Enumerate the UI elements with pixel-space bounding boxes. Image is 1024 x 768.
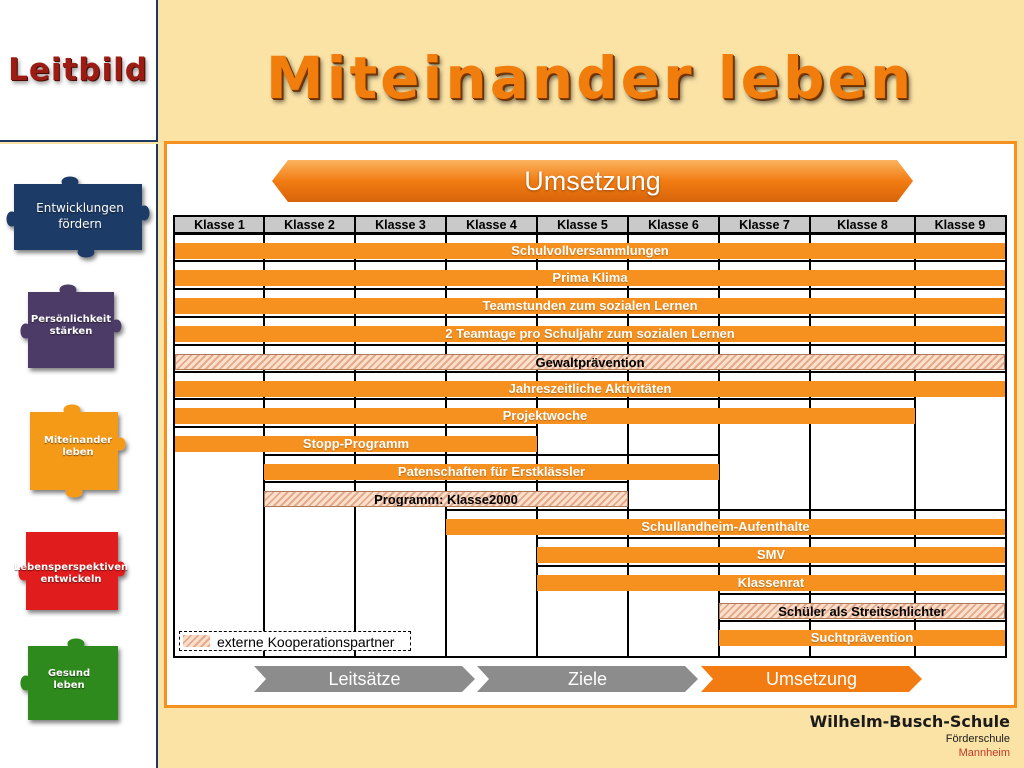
column-header: Klasse 9 bbox=[934, 218, 986, 232]
activity-bar: SMV bbox=[537, 547, 1005, 563]
section-title: Umsetzung bbox=[524, 166, 661, 196]
row-divider bbox=[175, 426, 537, 428]
row-divider bbox=[537, 565, 1005, 567]
nav-step-label: Umsetzung bbox=[765, 669, 858, 689]
activity-bar: Suchtprävention bbox=[719, 630, 1005, 646]
row-divider bbox=[175, 233, 1005, 235]
activity-bar: Stopp-Programm bbox=[175, 436, 537, 452]
column-header: Klasse 7 bbox=[739, 218, 790, 232]
column-header: Klasse 5 bbox=[557, 218, 608, 232]
row-divider bbox=[175, 260, 1005, 262]
column-header: Klasse 4 bbox=[466, 218, 517, 232]
puzzle-label-line1: Gesund bbox=[47, 668, 91, 679]
legend-label: externe Kooperationspartner bbox=[217, 634, 395, 650]
row-divider bbox=[175, 316, 1005, 318]
puzzle-entwicklungen-foerdern[interactable] bbox=[6, 170, 154, 262]
legend bbox=[179, 631, 411, 651]
activity-bar: Patenschaften für Erstklässler bbox=[264, 464, 719, 480]
row-divider bbox=[264, 454, 719, 456]
row-divider bbox=[719, 593, 1005, 595]
activity-bar: Jahreszeitliche Aktivitäten bbox=[175, 381, 1005, 397]
puzzle-label-line1: Persönlichkeit bbox=[30, 314, 112, 325]
row-divider bbox=[175, 344, 1005, 346]
nav-step-leitsaetze[interactable] bbox=[254, 666, 475, 692]
column-header: Klasse 6 bbox=[648, 218, 699, 232]
puzzle-persoenlichkeit-staerken[interactable] bbox=[18, 284, 124, 374]
puzzle-label-line1: Entwicklungen bbox=[36, 201, 124, 215]
puzzle-label-line2: entwickeln bbox=[40, 574, 102, 585]
column-header: Klasse 3 bbox=[375, 218, 426, 232]
activity-bar: Schüler als Streitschlichter bbox=[719, 603, 1005, 619]
puzzle-label-line1: Miteinander bbox=[43, 435, 113, 446]
puzzle-label-line2: fördern bbox=[58, 217, 102, 231]
school-name: Wilhelm-Busch-Schule bbox=[809, 712, 1010, 731]
school-logo bbox=[810, 712, 1010, 760]
legend-swatch-hatched bbox=[183, 635, 210, 647]
nav-step-umsetzung[interactable] bbox=[701, 666, 922, 692]
activity-bar: Gewaltprävention bbox=[175, 354, 1005, 370]
nav-step-label: Ziele bbox=[567, 669, 607, 689]
puzzle-miteinander-leben[interactable] bbox=[24, 404, 132, 498]
puzzle-label-line2: leben bbox=[53, 680, 85, 691]
row-divider bbox=[175, 398, 915, 400]
column-header: Klasse 8 bbox=[837, 218, 888, 232]
row-divider bbox=[175, 288, 1005, 290]
row-divider bbox=[719, 620, 1005, 622]
nav-step-label: Leitsätze bbox=[328, 669, 401, 689]
column-header: Klasse 2 bbox=[284, 218, 335, 232]
row-divider bbox=[175, 371, 1005, 373]
sidebar-header bbox=[0, 0, 158, 142]
row-divider bbox=[446, 509, 1005, 511]
activity-bar: Projektwoche bbox=[175, 408, 915, 424]
school-city: Mannheim bbox=[958, 747, 1010, 759]
puzzle-label-line2: leben bbox=[62, 447, 94, 458]
row-divider bbox=[264, 481, 628, 483]
page-title: Miteinander leben bbox=[265, 44, 915, 112]
activity-bar: Schulvollversammlungen bbox=[175, 243, 1005, 259]
puzzle-label-line1: Lebensperspektiven bbox=[13, 562, 129, 573]
school-type: Förderschule bbox=[945, 733, 1010, 745]
activity-bar: 2 Teamtage pro Schuljahr zum sozialen Lernen bbox=[175, 326, 1005, 342]
activity-bar: Schullandheim-Aufenthalte bbox=[446, 519, 1005, 535]
leitbild-title: Leitbild bbox=[8, 52, 148, 88]
activity-bar: Klassenrat bbox=[537, 575, 1005, 591]
nav-step-ziele[interactable] bbox=[477, 666, 698, 692]
row-divider bbox=[537, 537, 1005, 539]
column-header: Klasse 1 bbox=[194, 218, 245, 232]
puzzle-lebensperspektiven-entwickeln[interactable] bbox=[12, 526, 130, 618]
puzzle-gesund-leben[interactable] bbox=[14, 640, 124, 726]
activity-bar: Teamstunden zum sozialen Lernen bbox=[175, 298, 1005, 314]
activity-bar: Programm: Klasse2000 bbox=[264, 491, 628, 507]
activity-bar: Prima Klima bbox=[175, 270, 1005, 286]
puzzle-label-line2: stärken bbox=[49, 326, 93, 337]
